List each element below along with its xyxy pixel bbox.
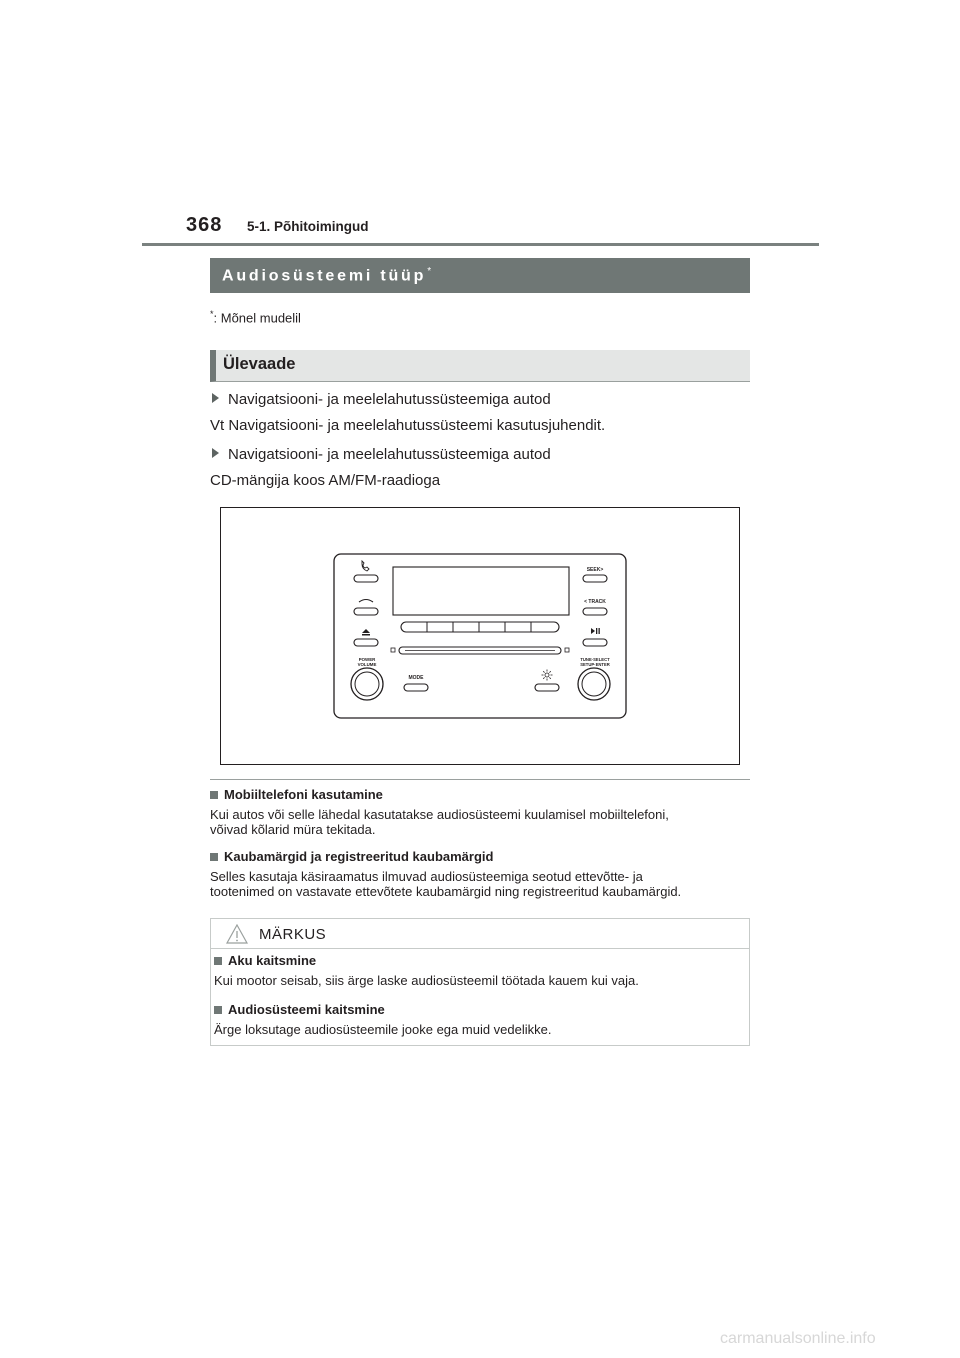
hang-up-button[interactable] bbox=[354, 608, 378, 615]
power-label: POWER bbox=[358, 657, 376, 662]
square-bullet-icon bbox=[214, 957, 222, 965]
tune-select-label: TUNE·SELECT bbox=[580, 657, 610, 662]
notice-item-2-body: Ärge loksutage audiosüsteemile jooke ega muid vedelikke. bbox=[214, 1022, 552, 1037]
watermark: carmanualsonline.info bbox=[720, 1330, 876, 1347]
note-1-line-2: võivad kõlarid müra tekitada. bbox=[210, 822, 376, 837]
square-bullet-icon bbox=[214, 1006, 222, 1014]
triangle-bullet-icon bbox=[212, 448, 219, 458]
note-1-line-1: Kui autos või selle lähedal kasutatakse audiosüsteemi kuulamisel mobiiltelefoni, bbox=[210, 807, 669, 822]
note-2-line-2: tootenimed on vastavate ettevõtete kaubamärgid ning registreeritud kaubamärgid. bbox=[210, 884, 682, 899]
notice-item-1-title: Aku kaitsmine bbox=[228, 953, 317, 968]
footnote-text: : Mõnel mudelil bbox=[213, 310, 301, 326]
square-bullet-icon bbox=[210, 791, 218, 799]
note-2-line-1: Selles kasutaja käsiraamatus ilmuvad audiosüsteemiga seotud ettevõtte- ja bbox=[210, 869, 643, 884]
overview-title: Ülevaade bbox=[223, 355, 296, 373]
volume-label: VOLUME bbox=[357, 662, 377, 667]
paragraph-2: CD-mängija koos AM/FM-raadioga bbox=[210, 472, 441, 489]
phone-button[interactable] bbox=[354, 575, 378, 582]
section-title: 5-1. Põhitoimingud bbox=[247, 219, 369, 234]
main-heading-marker: * bbox=[427, 266, 432, 277]
notice-item-1-heading bbox=[214, 953, 316, 968]
notice-divider bbox=[211, 948, 749, 949]
audio-unit-illustration bbox=[221, 508, 739, 764]
play-pause-button[interactable] bbox=[583, 639, 607, 646]
track-label: < TRACK bbox=[584, 599, 606, 605]
display-screen bbox=[393, 567, 569, 615]
footnote bbox=[210, 309, 301, 325]
eject-button[interactable] bbox=[354, 639, 378, 646]
setup-enter-label: SETUP·ENTER bbox=[580, 662, 610, 667]
footnote-marker: * bbox=[210, 309, 214, 319]
preset-buttons bbox=[401, 622, 559, 632]
notice-item-2-title: Audiosüsteemi kaitsmine bbox=[228, 1002, 385, 1017]
note-1-title: Mobiiltelefoni kasutamine bbox=[224, 787, 383, 802]
main-heading-title: Audiosüsteemi tüüp bbox=[222, 267, 427, 285]
mode-button[interactable] bbox=[404, 684, 428, 691]
notice-item-2-heading bbox=[214, 1002, 385, 1017]
paragraph-1: Vt Navigatsiooni- ja meelelahutussüsteemi kasutusjuhendit. bbox=[210, 417, 606, 434]
mode-label: MODE bbox=[408, 675, 424, 681]
seek-button[interactable] bbox=[583, 575, 607, 582]
bullet-item-2 bbox=[212, 446, 551, 463]
bullet-item-1-text: Navigatsiooni- ja meelelahutussüsteemiga autod bbox=[228, 391, 551, 408]
overview-heading bbox=[210, 350, 750, 382]
brightness-button[interactable] bbox=[535, 684, 559, 691]
header-divider bbox=[142, 243, 819, 246]
notice-title: MÄRKUS bbox=[259, 926, 327, 943]
bullet-item-1 bbox=[212, 391, 551, 408]
bullet-item-2-text: Navigatsiooni- ja meelelahutussüsteemiga autod bbox=[228, 446, 551, 463]
note-2-body bbox=[210, 869, 750, 899]
triangle-bullet-icon bbox=[212, 393, 219, 403]
figure-divider bbox=[210, 779, 750, 780]
notice-item-1-body: Kui mootor seisab, siis ärge laske audiosüsteemil töötada kauem kui vaja. bbox=[214, 973, 639, 988]
audio-unit-figure bbox=[220, 507, 740, 765]
track-button[interactable] bbox=[583, 608, 607, 615]
note-2-title: Kaubamärgid ja registreeritud kaubamärgid bbox=[224, 849, 494, 864]
warning-icon bbox=[226, 924, 248, 944]
note-1-heading bbox=[210, 787, 383, 802]
square-bullet-icon bbox=[210, 853, 218, 861]
note-1-body bbox=[210, 807, 750, 837]
page-number: 368 bbox=[186, 214, 223, 236]
note-2-heading bbox=[210, 849, 493, 864]
seek-label: SEEK> bbox=[586, 567, 604, 573]
main-heading-banner bbox=[210, 258, 750, 293]
